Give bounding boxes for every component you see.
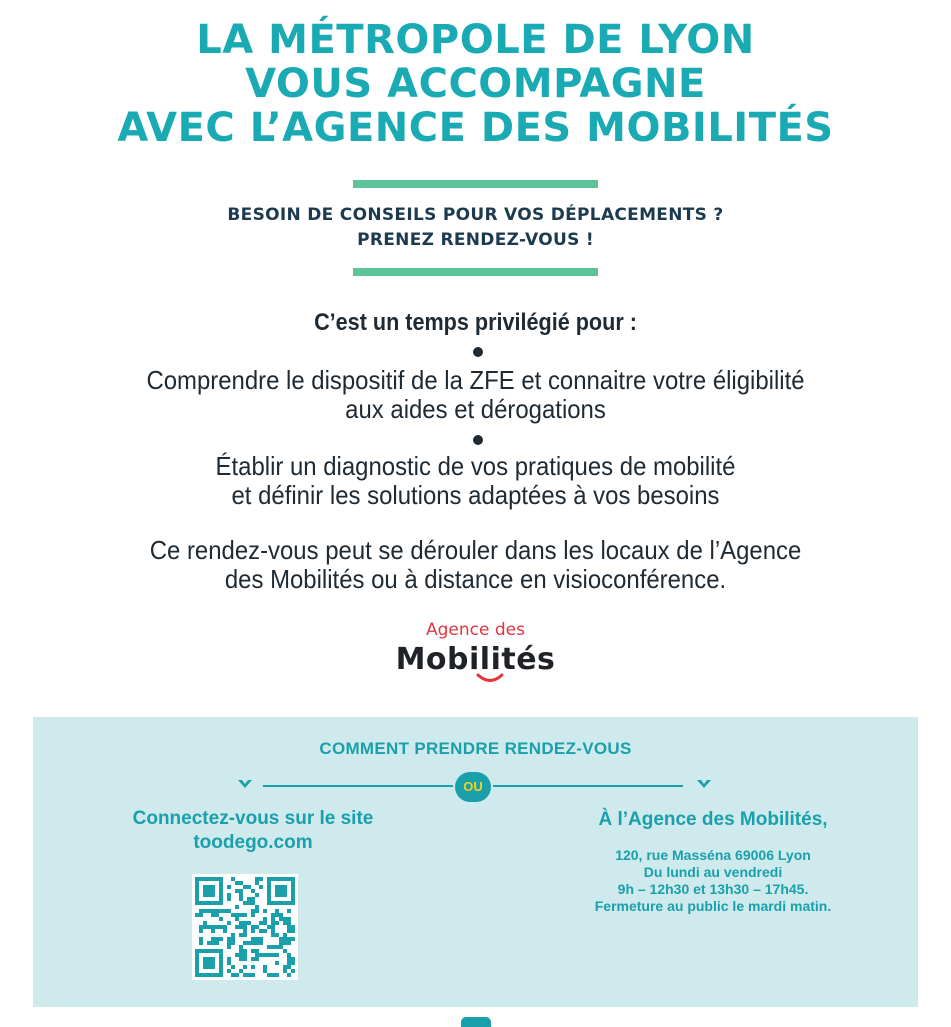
bottom-tab <box>461 1017 491 1027</box>
connector-line-left <box>263 785 453 787</box>
closing-text <box>38 536 913 594</box>
online-option-line-1: Connectez-vous sur le site <box>132 808 374 829</box>
panel-title: COMMENT PRENDRE RENDEZ-VOUS <box>319 739 632 758</box>
subtitle <box>0 203 951 253</box>
divider-bottom <box>353 268 598 276</box>
online-option <box>103 807 403 855</box>
chevron-down-icon <box>236 777 254 795</box>
address-line-4: Fermeture au public le mardi matin. <box>594 898 832 914</box>
website-link[interactable]: toodego.com <box>193 832 313 853</box>
bullet-2-line-2: et définir les solutions adaptées à vos besoins <box>231 480 720 510</box>
bullet-1-line-1: Comprendre le dispositif de la ZFE et connaitre votre éligibilité <box>146 365 805 395</box>
bullet-item-diagnostic <box>38 452 913 510</box>
connector-line-right <box>493 785 683 787</box>
agency-option-title: À l’Agence des Mobilités, <box>598 809 828 830</box>
qr-code[interactable] <box>192 874 298 980</box>
closing-line-1: Ce rendez-vous peut se dérouler dans les locaux de l’Agence <box>149 535 802 565</box>
bullet-item-zfe <box>38 366 913 424</box>
or-badge: OU <box>455 772 491 802</box>
subtitle-line-1: BESOIN DE CONSEILS POUR VOS DÉPLACEMENTS ? <box>227 205 724 225</box>
bullet-1-line-2: aux aides et dérogations <box>345 394 606 424</box>
title-line-2: VOUS ACCOMPAGNE <box>245 61 706 107</box>
agency-address <box>553 847 873 915</box>
address-line-3: 9h – 12h30 et 13h30 – 17h45. <box>617 881 809 897</box>
divider-top <box>353 180 598 188</box>
title-line-1: LA MÉTROPOLE DE LYON <box>196 17 755 63</box>
subtitle-line-2: PRENEZ RENDEZ-VOUS ! <box>357 230 594 250</box>
page-title <box>0 18 951 150</box>
title-line-3: AVEC L’AGENCE DES MOBILITÉS <box>117 105 834 151</box>
logo-top-text: Agence des <box>426 620 525 640</box>
address-line-1: 120, rue Masséna 69006 Lyon <box>615 847 811 863</box>
closing-line-2: des Mobilités ou à distance en visioconférence. <box>224 564 727 594</box>
chevron-down-icon <box>695 777 713 795</box>
bullet-icon <box>473 435 483 445</box>
bullet-icon <box>473 347 483 357</box>
logo-main-text: Mobilités <box>395 642 556 677</box>
appointment-panel <box>33 717 918 1007</box>
address-line-2: Du lundi au vendredi <box>643 864 783 880</box>
bullet-2-line-1: Établir un diagnostic de vos pratiques de mobilité <box>215 451 736 481</box>
logo-smile-icon <box>475 672 505 686</box>
intro-text: C’est un temps privilégié pour : <box>314 309 637 336</box>
